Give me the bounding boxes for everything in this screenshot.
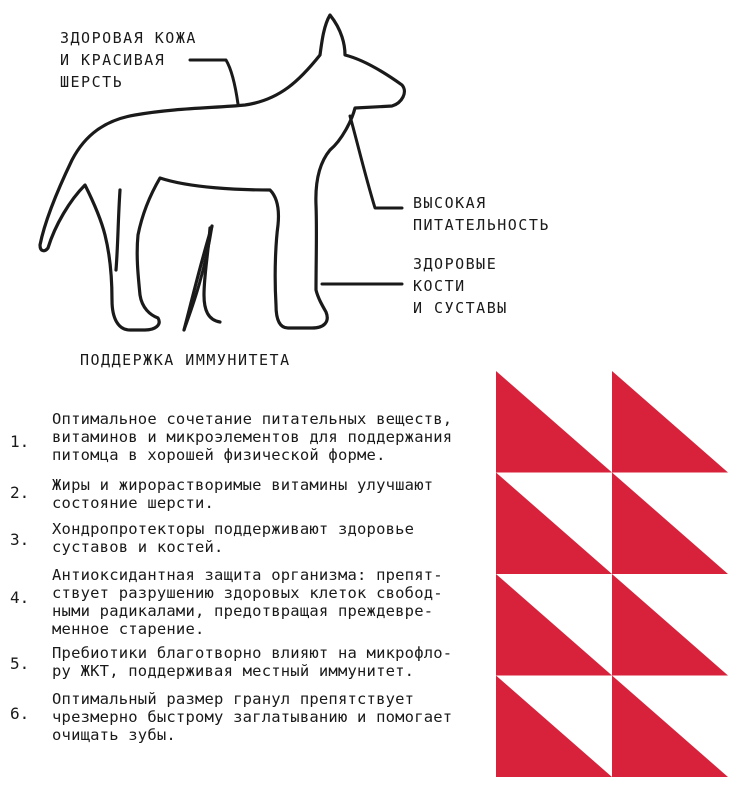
benefit-text: Оптимальный размер гранул препятствует чрезмерно быстрому заглатыванию и помогает очищать зубы. [52,690,453,744]
leader-skin [190,60,238,104]
benefit-text: Хондропротекторы поддерживают здоровье суставов и костей. [52,520,415,556]
callout-bones-joints: ЗДОРОВЫЕ КОСТИ И СУСТАВЫ [413,255,508,317]
benefits-list [0,408,756,768]
benefit-text: Пребиотики благотворно влияют на микрофло- ру ЖКТ, поддерживая местный иммунитет. [52,644,453,680]
hind-leg-inner [116,190,120,270]
callout-skin-coat: ЗДОРОВАЯ КОЖА И КРАСИВАЯ ШЕРСТЬ [60,29,197,91]
benefit-number: 2. [10,483,30,502]
benefit-number: 3. [10,530,30,549]
benefit-text: Жиры и жирорастворимые витамины улучшают состояние шерсти. [52,476,434,512]
benefit-number: 6. [10,704,30,723]
callout-immunity: ПОДДЕРЖКА ИММУНИТЕТА [80,351,291,369]
benefit-number: 4. [10,588,30,607]
callout-nutrition: ВЫСОКАЯ ПИТАТЕЛЬНОСТЬ [413,194,550,234]
benefit-number: 5. [10,654,30,673]
benefit-text: Оптимальное сочетание питательных веществ, витаминов и микроэлементов для поддержания питомца в хорошей физической форме. [52,410,453,464]
benefit-text: Антиоксидантная защита организма: препят- ствует разрушению здоровых клеток свобод- ными радикалами, предотвращая преждевре- менное старение. [52,566,443,638]
benefit-number: 1. [10,432,30,451]
leader-nutrition [350,116,402,208]
